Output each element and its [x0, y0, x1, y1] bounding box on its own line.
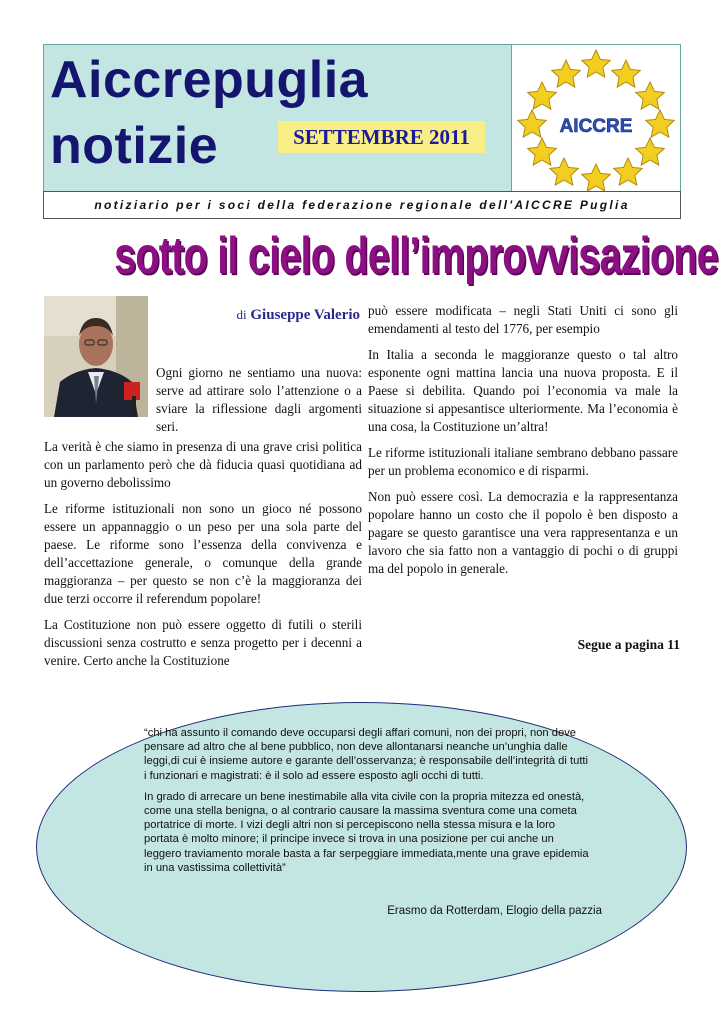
paragraph: La verità è che siamo in presenza di una grave crisi politica con un parlamento però che dà fiducia quasi quotidiana ad un governo debolissimo	[44, 439, 362, 490]
quote-paragraph: In grado di arrecare un bene inestimabile alla vita civile con la propria mitezza ed onestà, come una stella benigna, o al contrario causare la massima sventura come una cometa portatrice di morte. I vizi degli altri non si percepiscono nella stessa misura e la loro portata è molto minore; il principe invece si trova in una posizione per cui anche un leggero traviamento morale basta a far serpeggiare immediata,mente una grave epidemia in una vastissima collettività”	[144, 790, 589, 874]
logo-star	[528, 82, 557, 109]
logo-star	[614, 158, 643, 185]
tagline: notiziario per i soci della federazione regionale dell'AICCRE Puglia	[43, 191, 681, 219]
quote-paragraph: “chi ha assunto il comando deve occuparsi degli affari comuni, non dei propri, non deve pensare ad altro che al bene pubblico, non deve allontanarsi neanche un’unghia dalle leggi,di cui è insieme autore e garante dell’osservanza; è responsabile dell’integrità di tutti i funzionari e magistrati: è il solo ad essere esposto agli occhi di tutti.	[144, 727, 589, 782]
logo-star	[636, 82, 665, 109]
article-intro	[156, 364, 362, 444]
star-circle-logo-icon	[512, 45, 680, 193]
logo-star	[552, 60, 581, 87]
paragraph: può essere modificata – negli Stati Uniti ci sono gli emendamenti al testo del 1776, per esempio	[368, 303, 678, 336]
author-name: Giuseppe Valerio	[250, 307, 360, 323]
paragraph: In Italia a seconda le maggioranze questo o tal altro esponente ogni mattina lancia una nuova proposta. E il Paese si debilita. Quando poi l’economia va male la situazione si appesantisce ulteriormente. Ma l’economia è una cosa, la Costituzione un’altra!	[368, 347, 678, 434]
byline-prefix: di	[236, 307, 247, 322]
author-photo	[44, 296, 148, 417]
issue-date: SETTEMBRE 2011	[278, 121, 485, 153]
article-column-left	[44, 438, 362, 678]
masthead-title: Aiccrepuglia	[50, 51, 369, 109]
continued-note: Segue a pagina 11	[577, 637, 680, 652]
paragraph: Le riforme istituzionali italiane sembrano debbano passare per un problema economico e di risparmi.	[368, 445, 678, 478]
logo-star	[518, 110, 547, 137]
paragraph: La Costituzione non può essere oggetto di futili o sterili discussioni senza costrutto e senza progetto per i decenni a venire. Certo anche la Costituzione	[44, 617, 362, 668]
logo-star	[612, 60, 641, 87]
logo-star	[636, 138, 665, 165]
article-headline: sotto il cielo dell’improvvisazione	[114, 227, 718, 285]
byline	[160, 307, 360, 324]
paragraph: Le riforme istituzionali non sono un gioco né possono essere un appannaggio o un peso per una sola parte del paese. Le riforme sono l’essenza della convivenza e dell’accettazione generale, o comunque della grande maggioranza – per questo se non c’è la maggioranza dei due terzi occorre il referendum popolare!	[44, 501, 362, 606]
masthead-subtitle: notizie	[50, 117, 219, 175]
intro-paragraph: Ogni giorno ne sentiamo una nuova: serve ad attirare solo l’attenzione o a sviare la riflessione dagli argomenti seri.	[156, 365, 362, 434]
quote-text	[144, 726, 590, 882]
logo-star	[582, 164, 611, 191]
logo-text: AICCRE	[559, 116, 633, 137]
logo-star	[528, 138, 557, 165]
quote-source: Erasmo da Rotterdam, Elogio della pazzia	[387, 905, 602, 917]
logo-star	[646, 110, 675, 137]
logo-star	[550, 158, 579, 185]
aiccre-logo	[511, 44, 681, 194]
article-column-right	[368, 302, 678, 586]
logo-star	[582, 50, 611, 77]
paragraph: Non può essere così. La democrazia e la rappresentanza popolare hanno un costo che il popolo è ben disposto a pagare se questo garantisce una vera rappresentanza e un lavoro che sia fatto non a vantaggio di pochi o di gruppi ma del popolo in generale.	[368, 489, 678, 576]
